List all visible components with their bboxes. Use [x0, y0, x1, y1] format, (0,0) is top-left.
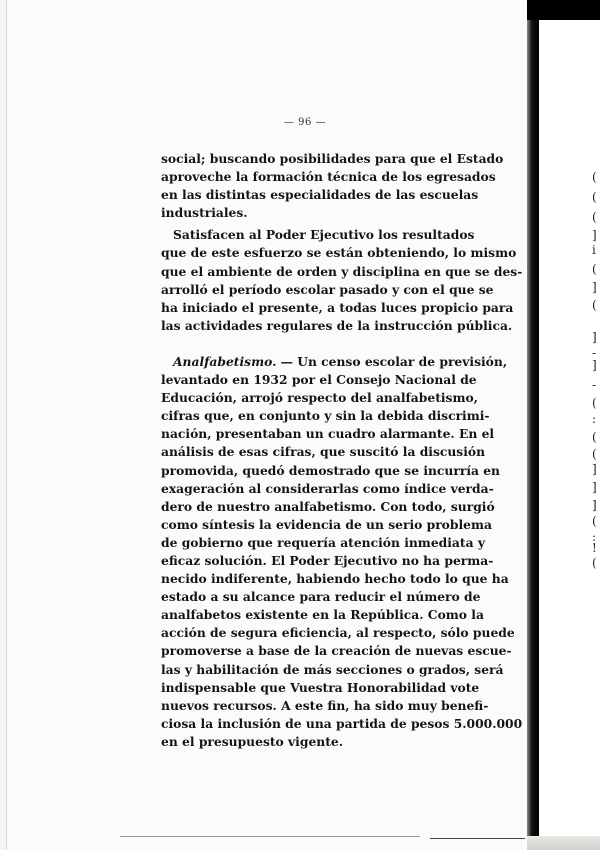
facing-page-glyph: (	[592, 210, 597, 224]
text-line: promoverse a base de la creación de nuevas escue-	[161, 643, 512, 659]
facing-page-glyph: (	[592, 190, 597, 204]
facing-page-glyph: ]	[592, 462, 597, 476]
scan-bottom-edge-dark	[430, 838, 525, 839]
facing-page-glyph: (	[592, 298, 597, 312]
facing-page-glyph: -	[592, 378, 597, 392]
facing-page-glyph: i	[592, 243, 596, 257]
facing-page-bottom-shadow	[527, 836, 600, 850]
text-line: industriales.	[161, 205, 248, 221]
facing-page-glyph: (	[592, 556, 597, 570]
facing-page-glyph: (	[592, 262, 597, 276]
text-line: cifras que, en conjunto y sin la debida discrimi-	[161, 408, 490, 424]
section-heading: Analfabetismo.	[173, 353, 277, 369]
text-line: dero de nuestro analfabetismo. Con todo, surgió	[161, 498, 495, 514]
text-line: social; buscando posibilidades para que el Estado	[161, 151, 504, 166]
facing-page-glyph: (	[592, 430, 597, 444]
text-line: arrolló el período escolar pasado y con el que se	[161, 281, 494, 297]
text-line: en el presupuesto vigente.	[161, 733, 343, 749]
text-line: nuevos recursos. A este fin, ha sido muy benefi-	[161, 697, 489, 713]
text-line: que de este esfuerzo se están obteniendo, lo mismo	[161, 245, 517, 261]
text-line: análisis de esas cifras, que suscitó la discusión	[161, 444, 486, 460]
text-line: eficaz solución. El Poder Ejecutivo no ha perma-	[161, 552, 494, 568]
paragraph-3	[161, 353, 523, 751]
text-line-with-heading	[161, 353, 508, 371]
facing-page-glyph: !	[592, 541, 597, 555]
text-line: Educación, arrojó respecto del analfabetismo,	[161, 390, 478, 406]
facing-page-glyph: (	[592, 514, 597, 528]
text-line: analfabetos existente en la República. Como la	[161, 607, 484, 623]
text-line: acción de segura eficiencia, al respecto, sólo puede	[161, 625, 515, 641]
paragraph-gap	[161, 335, 467, 353]
text-line: como síntesis la evidencia de un serio problema	[161, 516, 492, 532]
text-line: nación, presentaban un cuadro alarmante. En el	[161, 426, 495, 442]
text-line: que el ambiente de orden y disciplina en que se des-	[161, 263, 523, 279]
text-line: — Un censo escolar de previsión,	[276, 353, 508, 369]
facing-page-top-shadow	[527, 0, 600, 20]
text-line: indispensable que Vuestra Honorabilidad vote	[161, 679, 480, 695]
facing-page-glyph: ]	[592, 228, 597, 242]
facing-page-glyph: ]	[592, 280, 597, 294]
text-line: necido indiferente, habiendo hecho todo lo que ha	[161, 571, 509, 587]
facing-page-glyph: ]	[592, 358, 597, 372]
facing-page-glyph: ]	[592, 498, 597, 512]
text-line: Satisfacen al Poder Ejecutivo los resultados	[173, 227, 475, 243]
facing-page-glyph: (	[592, 396, 597, 410]
scan-bottom-edge	[120, 836, 420, 837]
text-line: ha iniciado el presente, a todas luces propicio para	[161, 299, 514, 315]
facing-page-glyph: ]	[592, 330, 597, 344]
text-line: exageración al considerarlas como índice verda-	[161, 480, 494, 496]
facing-page-glyph: (	[592, 170, 597, 184]
facing-page-glyph: :	[592, 412, 597, 426]
text-line: en las distintas especialidades de las escuelas	[161, 187, 479, 203]
text-line: promovida, quedó demostrado que se incurría en	[161, 462, 500, 478]
body-text	[161, 150, 523, 751]
text-line: ciosa la inclusión de una partida de pesos 5.000.000	[161, 715, 523, 731]
paragraph-1	[161, 150, 504, 222]
facing-page-glyph: :	[592, 530, 597, 544]
page-number: — 96 —	[283, 117, 327, 128]
paragraph-2	[161, 226, 523, 335]
facing-page-glyph: -	[592, 346, 597, 360]
text-line: las y habilitación de más secciones o grados, será	[161, 661, 504, 677]
text-line: aproveche la formación técnica de los egresados	[161, 169, 496, 185]
text-line: estado a su alcance para reducir el número de	[161, 589, 481, 605]
facing-page-glyph: ]	[592, 480, 597, 494]
text-line: de gobierno que requería atención inmediata y	[161, 534, 485, 550]
text-line: las actividades regulares de la instrucción pública.	[161, 317, 513, 333]
text-line: levantado en 1932 por el Consejo Nacional de	[161, 372, 477, 388]
facing-page-glyph: (	[592, 447, 597, 461]
